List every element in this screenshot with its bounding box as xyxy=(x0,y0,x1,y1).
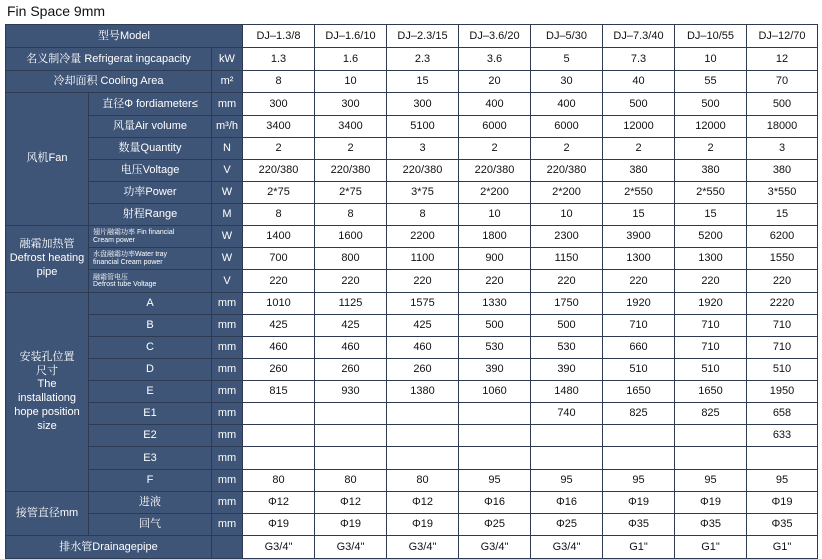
value-cell: 2*200 xyxy=(531,182,603,204)
value-cell: 300 xyxy=(387,93,459,116)
table-row xyxy=(6,293,818,315)
model-name: DJ–2.3/15 xyxy=(387,25,459,48)
value-cell: 710 xyxy=(675,337,747,359)
value-cell: 12000 xyxy=(603,116,675,138)
value-cell: 1575 xyxy=(387,293,459,315)
value-cell: 220/380 xyxy=(531,160,603,182)
unit-cell: mm xyxy=(212,492,243,514)
value-cell: Φ35 xyxy=(603,514,675,536)
spec-table xyxy=(5,24,818,559)
value-cell: 8 xyxy=(315,204,387,226)
unit-cell: mm xyxy=(212,425,243,447)
value-cell: 3900 xyxy=(603,226,675,248)
unit-cell: mm xyxy=(212,93,243,116)
value-cell: 2 xyxy=(459,138,531,160)
value-cell: 1010 xyxy=(243,293,315,315)
value-cell: 658 xyxy=(747,403,818,425)
value-cell: 300 xyxy=(315,93,387,116)
row-label: 数量Quantity xyxy=(89,138,212,160)
row-label: C xyxy=(89,337,212,359)
row-label xyxy=(89,226,212,248)
value-cell: 2220 xyxy=(747,293,818,315)
group-install-line-5: size xyxy=(37,419,57,432)
value-cell: 500 xyxy=(603,93,675,116)
unit-cell: mm xyxy=(212,315,243,337)
table-row xyxy=(6,470,818,492)
group-install-line-4: hope position xyxy=(14,405,80,418)
value-cell: 500 xyxy=(675,93,747,116)
value-cell: 460 xyxy=(387,337,459,359)
value-cell: 740 xyxy=(531,403,603,425)
row-label: E1 xyxy=(89,403,212,425)
value-cell: 2 xyxy=(675,138,747,160)
unit-cell: mm xyxy=(212,403,243,425)
value-cell: 3*75 xyxy=(387,182,459,204)
unit-cell: W xyxy=(212,226,243,248)
value-cell xyxy=(315,447,387,470)
value-cell xyxy=(243,403,315,425)
value-cell: 220 xyxy=(675,270,747,293)
value-cell xyxy=(675,425,747,447)
row-label: 风量Air volume xyxy=(89,116,212,138)
value-cell xyxy=(531,447,603,470)
value-cell: G1" xyxy=(603,536,675,559)
value-cell: 1300 xyxy=(675,248,747,270)
unit-cell: N xyxy=(212,138,243,160)
value-cell: Φ35 xyxy=(675,514,747,536)
value-cell: Φ12 xyxy=(387,492,459,514)
unit-cell: mm xyxy=(212,381,243,403)
value-cell: G1" xyxy=(675,536,747,559)
unit-cell: mm xyxy=(212,447,243,470)
model-name: DJ–1.3/8 xyxy=(243,25,315,48)
row-label-line-1: financial Cream power xyxy=(93,258,163,266)
value-cell: 1920 xyxy=(603,293,675,315)
table-row xyxy=(6,48,818,71)
value-cell: 220 xyxy=(531,270,603,293)
value-cell: 2*75 xyxy=(315,182,387,204)
value-cell: 825 xyxy=(675,403,747,425)
value-cell: 500 xyxy=(747,93,818,116)
value-cell: 460 xyxy=(243,337,315,359)
model-name: DJ–12/70 xyxy=(747,25,818,48)
value-cell: 380 xyxy=(603,160,675,182)
value-cell: 825 xyxy=(603,403,675,425)
value-cell: 400 xyxy=(459,93,531,116)
model-name: DJ–7.3/40 xyxy=(603,25,675,48)
header-row xyxy=(6,25,818,48)
value-cell: 2*200 xyxy=(459,182,531,204)
value-cell xyxy=(243,447,315,470)
unit-cell: mm xyxy=(212,293,243,315)
value-cell: 260 xyxy=(315,359,387,381)
value-cell: 10 xyxy=(675,48,747,71)
value-cell xyxy=(459,425,531,447)
value-cell: 510 xyxy=(675,359,747,381)
value-cell: 1150 xyxy=(531,248,603,270)
model-name: DJ–5/30 xyxy=(531,25,603,48)
value-cell: 80 xyxy=(387,470,459,492)
value-cell: 220 xyxy=(243,270,315,293)
unit-cell: V xyxy=(212,270,243,293)
row-label xyxy=(89,248,212,270)
table-row xyxy=(6,359,818,381)
model-name: DJ–10/55 xyxy=(675,25,747,48)
unit-cell: M xyxy=(212,204,243,226)
value-cell: 2 xyxy=(243,138,315,160)
value-cell: 700 xyxy=(243,248,315,270)
value-cell: 425 xyxy=(387,315,459,337)
value-cell: 2*75 xyxy=(243,182,315,204)
value-cell: Φ35 xyxy=(747,514,818,536)
table-row xyxy=(6,71,818,93)
value-cell: 1650 xyxy=(675,381,747,403)
table-row xyxy=(6,248,818,270)
value-cell xyxy=(747,447,818,470)
unit-cell: kW xyxy=(212,48,243,71)
value-cell: 1800 xyxy=(459,226,531,248)
row-label: 进液 xyxy=(89,492,212,514)
value-cell: 1.3 xyxy=(243,48,315,71)
value-cell: 1400 xyxy=(243,226,315,248)
value-cell: 660 xyxy=(603,337,675,359)
value-cell xyxy=(387,447,459,470)
table-row xyxy=(6,160,818,182)
value-cell: 220/380 xyxy=(315,160,387,182)
value-cell: 1100 xyxy=(387,248,459,270)
table-row xyxy=(6,403,818,425)
group-install-line-2: The xyxy=(37,378,57,391)
value-cell: 1380 xyxy=(387,381,459,403)
value-cell: 15 xyxy=(747,204,818,226)
row-label-line-1: Cream power xyxy=(93,236,136,244)
value-cell: 1.6 xyxy=(315,48,387,71)
value-cell: 220/380 xyxy=(387,160,459,182)
value-cell xyxy=(459,403,531,425)
value-cell xyxy=(603,447,675,470)
table-caption: Fin Space 9mm xyxy=(7,3,106,19)
value-cell: 12 xyxy=(747,48,818,71)
value-cell: 6200 xyxy=(747,226,818,248)
value-cell: 3400 xyxy=(315,116,387,138)
value-cell: 3 xyxy=(387,138,459,160)
unit-cell: mm xyxy=(212,470,243,492)
value-cell xyxy=(243,425,315,447)
value-cell: 220 xyxy=(315,270,387,293)
value-cell: 15 xyxy=(387,71,459,93)
value-cell: 2300 xyxy=(531,226,603,248)
value-cell: 8 xyxy=(387,204,459,226)
value-cell: 95 xyxy=(531,470,603,492)
table-row xyxy=(6,93,818,116)
unit-cell: mm xyxy=(212,514,243,536)
value-cell: G3/4" xyxy=(531,536,603,559)
group-pipe-diameter: 接管直径mm xyxy=(6,492,89,536)
group-install xyxy=(6,293,89,492)
value-cell: Φ25 xyxy=(531,514,603,536)
value-cell: 3 xyxy=(747,138,818,160)
value-cell: 1480 xyxy=(531,381,603,403)
value-cell: G3/4" xyxy=(243,536,315,559)
value-cell: G3/4" xyxy=(387,536,459,559)
value-cell: 5100 xyxy=(387,116,459,138)
value-cell: 260 xyxy=(243,359,315,381)
value-cell: Φ19 xyxy=(387,514,459,536)
table-row xyxy=(6,514,818,536)
value-cell: 1060 xyxy=(459,381,531,403)
value-cell: 530 xyxy=(459,337,531,359)
value-cell: 260 xyxy=(387,359,459,381)
value-cell: 220/380 xyxy=(243,160,315,182)
value-cell: 3*550 xyxy=(747,182,818,204)
value-cell: Φ12 xyxy=(315,492,387,514)
row-label: 名义制冷量 Refrigerat ingcapacity xyxy=(6,48,212,71)
value-cell: 1920 xyxy=(675,293,747,315)
value-cell: 12000 xyxy=(675,116,747,138)
table-row xyxy=(6,447,818,470)
value-cell: 1125 xyxy=(315,293,387,315)
value-cell: 220 xyxy=(747,270,818,293)
value-cell: 10 xyxy=(459,204,531,226)
value-cell: 6000 xyxy=(531,116,603,138)
value-cell: Φ19 xyxy=(315,514,387,536)
value-cell: 510 xyxy=(603,359,675,381)
group-defrost xyxy=(6,226,89,293)
value-cell: 70 xyxy=(747,71,818,93)
table-row xyxy=(6,182,818,204)
unit-cell: W xyxy=(212,248,243,270)
value-cell: Φ16 xyxy=(531,492,603,514)
row-label: 回气 xyxy=(89,514,212,536)
value-cell: Φ25 xyxy=(459,514,531,536)
value-cell: 425 xyxy=(243,315,315,337)
value-cell: 10 xyxy=(315,71,387,93)
value-cell: 2.3 xyxy=(387,48,459,71)
unit-cell: mm xyxy=(212,337,243,359)
value-cell: 3.6 xyxy=(459,48,531,71)
row-label: 直径Φ fordiameter≤ xyxy=(89,93,212,116)
table-row xyxy=(6,425,818,447)
unit-cell: mm xyxy=(212,359,243,381)
value-cell: 220/380 xyxy=(459,160,531,182)
value-cell: 460 xyxy=(315,337,387,359)
group-install-line-0: 安装孔位置 xyxy=(19,350,75,363)
value-cell: 15 xyxy=(603,204,675,226)
value-cell: 1750 xyxy=(531,293,603,315)
table-row xyxy=(6,337,818,359)
value-cell: 80 xyxy=(315,470,387,492)
value-cell: 8 xyxy=(243,204,315,226)
table-row xyxy=(6,204,818,226)
value-cell: G3/4" xyxy=(459,536,531,559)
value-cell: 815 xyxy=(243,381,315,403)
value-cell: Φ19 xyxy=(603,492,675,514)
value-cell: 95 xyxy=(459,470,531,492)
value-cell: 18000 xyxy=(747,116,818,138)
value-cell: G3/4" xyxy=(315,536,387,559)
value-cell: 20 xyxy=(459,71,531,93)
value-cell: 400 xyxy=(531,93,603,116)
group-install-line-3: installationg xyxy=(17,392,77,404)
value-cell: 380 xyxy=(747,160,818,182)
value-cell: 220 xyxy=(459,270,531,293)
model-name: DJ–1.6/10 xyxy=(315,25,387,48)
value-cell: Φ12 xyxy=(243,492,315,514)
row-label-line-0: 融霜管电压 xyxy=(93,273,128,281)
row-label: 排水管Drainagepipe xyxy=(6,536,212,559)
value-cell: 380 xyxy=(675,160,747,182)
value-cell: 2 xyxy=(531,138,603,160)
value-cell: 15 xyxy=(675,204,747,226)
value-cell: Φ19 xyxy=(243,514,315,536)
value-cell: 1550 xyxy=(747,248,818,270)
value-cell: 300 xyxy=(243,93,315,116)
value-cell xyxy=(315,403,387,425)
row-label: E xyxy=(89,381,212,403)
row-label: B xyxy=(89,315,212,337)
value-cell: 500 xyxy=(459,315,531,337)
unit-cell: V xyxy=(212,160,243,182)
model-name: DJ–3.6/20 xyxy=(459,25,531,48)
value-cell: G1" xyxy=(747,536,818,559)
value-cell: 8 xyxy=(243,71,315,93)
value-cell: 10 xyxy=(531,204,603,226)
value-cell: 95 xyxy=(747,470,818,492)
group-defrost-line-2: pipe xyxy=(36,265,58,278)
group-fan: 风机Fan xyxy=(6,93,89,226)
row-label: D xyxy=(89,359,212,381)
value-cell: 2200 xyxy=(387,226,459,248)
value-cell: Φ16 xyxy=(459,492,531,514)
row-label-line-1: Defrost tube Voltage xyxy=(93,281,157,288)
value-cell: 2*550 xyxy=(675,182,747,204)
value-cell: 2 xyxy=(315,138,387,160)
value-cell: 220 xyxy=(387,270,459,293)
value-cell: 710 xyxy=(675,315,747,337)
value-cell: 500 xyxy=(531,315,603,337)
row-label-line-0: 翅片融霜功率 Fin financial xyxy=(93,229,175,237)
table-row xyxy=(6,116,818,138)
row-label: 冷却面积 Cooling Area xyxy=(6,71,212,93)
value-cell: 1650 xyxy=(603,381,675,403)
value-cell xyxy=(387,425,459,447)
unit-cell xyxy=(212,536,243,559)
value-cell: 633 xyxy=(747,425,818,447)
value-cell xyxy=(675,447,747,470)
row-label: 射程Range xyxy=(89,204,212,226)
value-cell: 710 xyxy=(603,315,675,337)
group-defrost-line-0: 融霜加热管 xyxy=(19,238,75,251)
table-row xyxy=(6,226,818,248)
value-cell: 425 xyxy=(315,315,387,337)
value-cell: 5 xyxy=(531,48,603,71)
value-cell: 710 xyxy=(747,315,818,337)
value-cell xyxy=(387,403,459,425)
row-label: F xyxy=(89,470,212,492)
value-cell: 1600 xyxy=(315,226,387,248)
value-cell: 2*550 xyxy=(603,182,675,204)
value-cell: 900 xyxy=(459,248,531,270)
row-label: 电压Voltage xyxy=(89,160,212,182)
value-cell: Φ19 xyxy=(747,492,818,514)
value-cell: 95 xyxy=(675,470,747,492)
value-cell: 530 xyxy=(531,337,603,359)
value-cell: 800 xyxy=(315,248,387,270)
table-row xyxy=(6,138,818,160)
value-cell: 6000 xyxy=(459,116,531,138)
value-cell xyxy=(459,447,531,470)
value-cell: 1330 xyxy=(459,293,531,315)
row-label: E2 xyxy=(89,425,212,447)
value-cell: 3400 xyxy=(243,116,315,138)
value-cell xyxy=(315,425,387,447)
table-row xyxy=(6,492,818,514)
unit-cell: m² xyxy=(212,71,243,93)
value-cell: 390 xyxy=(459,359,531,381)
value-cell: 2 xyxy=(603,138,675,160)
value-cell: 390 xyxy=(531,359,603,381)
value-cell: 220 xyxy=(603,270,675,293)
row-label: A xyxy=(89,293,212,315)
value-cell: 40 xyxy=(603,71,675,93)
value-cell: 55 xyxy=(675,71,747,93)
value-cell: 5200 xyxy=(675,226,747,248)
table-row xyxy=(6,381,818,403)
value-cell xyxy=(531,425,603,447)
value-cell xyxy=(603,425,675,447)
row-label: 功率Power xyxy=(89,182,212,204)
table-row xyxy=(6,315,818,337)
value-cell: 710 xyxy=(747,337,818,359)
model-header-label: 型号Model xyxy=(6,25,243,48)
value-cell: 80 xyxy=(243,470,315,492)
value-cell: 95 xyxy=(603,470,675,492)
unit-cell: W xyxy=(212,182,243,204)
unit-cell: m³/h xyxy=(212,116,243,138)
value-cell: 930 xyxy=(315,381,387,403)
table-row xyxy=(6,536,818,559)
group-defrost-line-1: Defrost heating xyxy=(9,252,85,265)
value-cell: 7.3 xyxy=(603,48,675,71)
value-cell: 1950 xyxy=(747,381,818,403)
row-label xyxy=(89,270,212,293)
value-cell: Φ19 xyxy=(675,492,747,514)
row-label-line-0: 水盘融霜功率Water tray xyxy=(93,251,168,259)
row-label: E3 xyxy=(89,447,212,470)
table-row xyxy=(6,270,818,293)
value-cell: 30 xyxy=(531,71,603,93)
value-cell: 510 xyxy=(747,359,818,381)
group-install-line-1: 尺寸 xyxy=(36,364,58,377)
spec-table-body xyxy=(6,25,818,559)
value-cell: 1300 xyxy=(603,248,675,270)
